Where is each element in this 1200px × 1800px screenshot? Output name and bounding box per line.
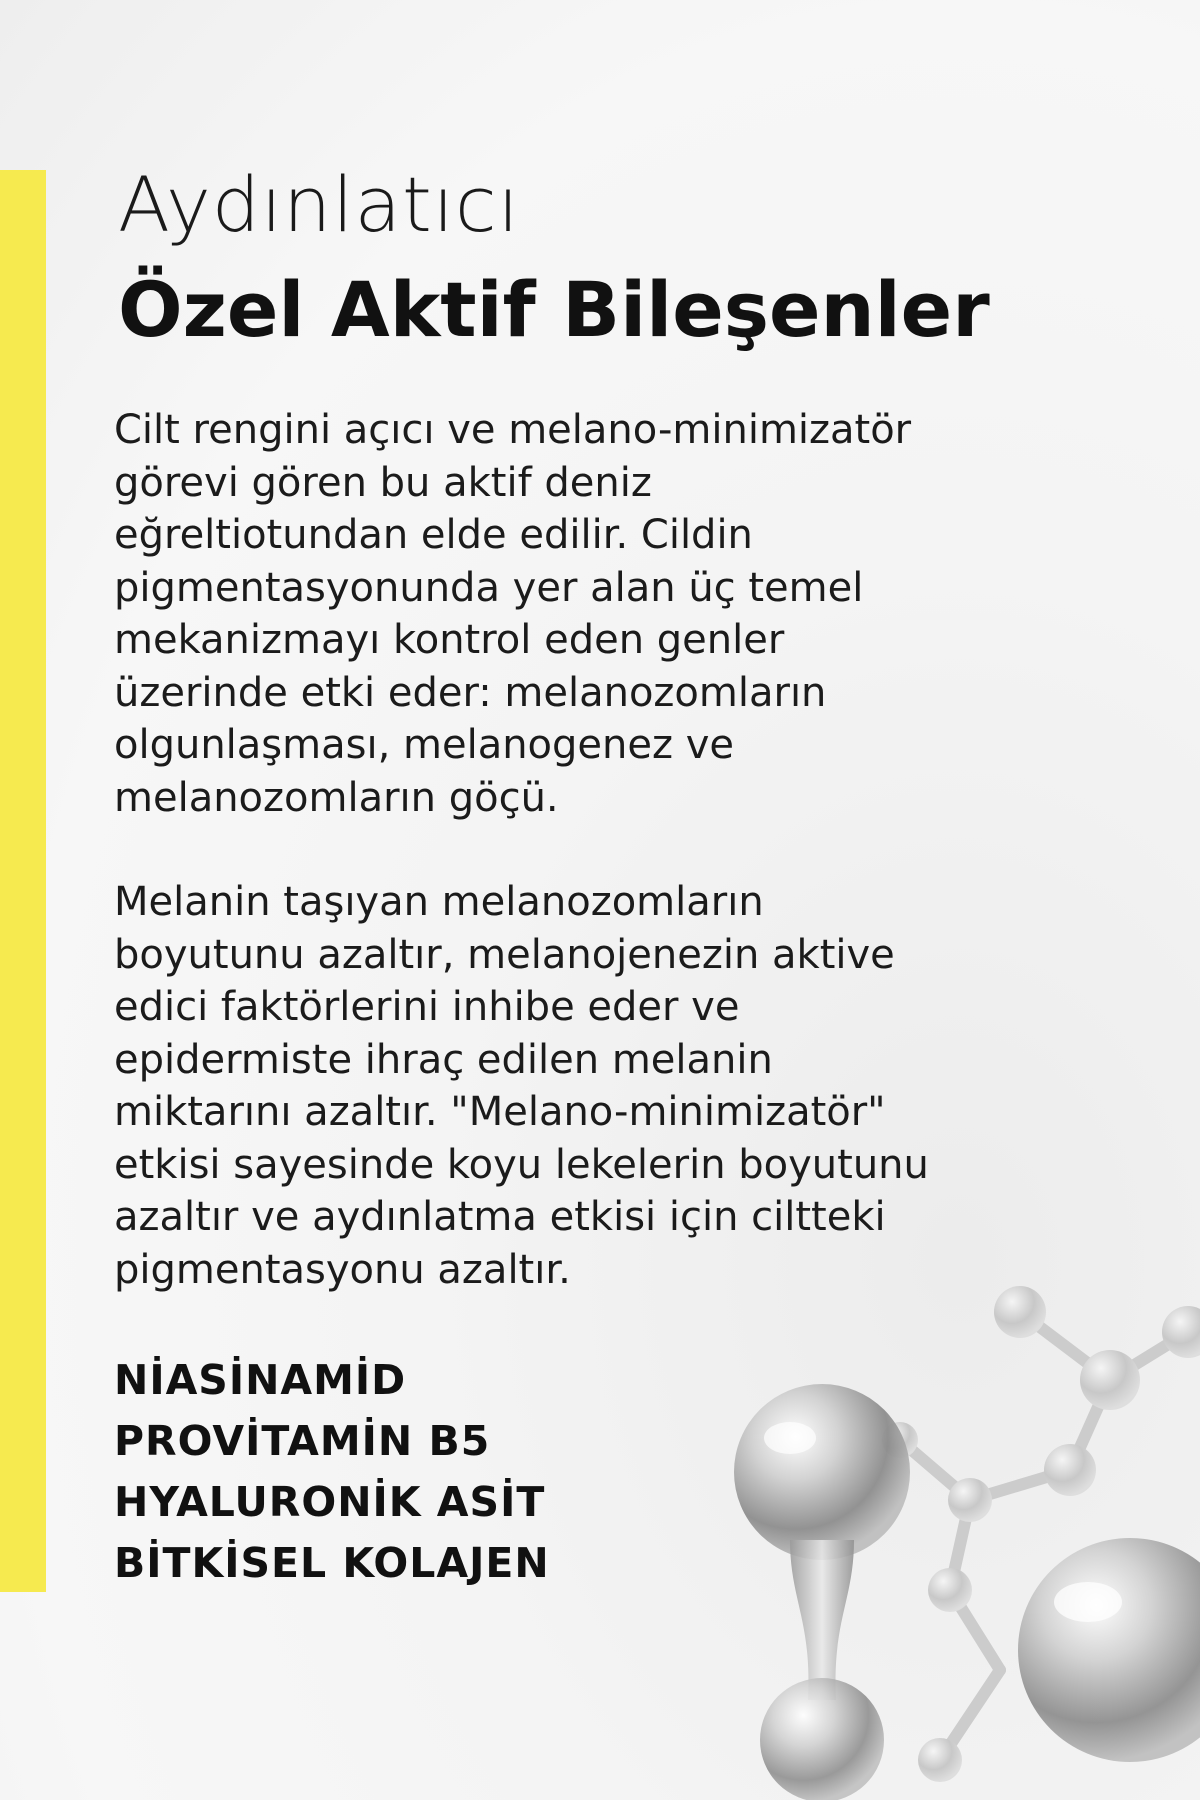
ingredient-item: NİASİNAMİD <box>114 1356 407 1404</box>
ingredient-item: HYALURONİK ASİT <box>114 1478 546 1526</box>
ingredient-list <box>114 1350 550 1594</box>
description-paragraph-2: Melanin taşıyan melanozomların boyutunu azaltır, melanojenezin aktive edici faktörlerini inhibe eder ve epidermiste ihraç edilen melanin miktarını azaltır. "Melano-minimizatör" etkisi sayesinde koyu lekelerin boyutunu azaltır ve aydınlatma etkisi için ciltteki pigmentasyonu azaltır. <box>114 879 929 1293</box>
heading-line-1: Aydınlatıcı <box>118 160 520 249</box>
ingredient-item: PROVİTAMİN B5 <box>114 1417 491 1465</box>
description-paragraph-1: Cilt rengini açıcı ve melano-minimizatör görevi gören bu aktif deniz eğreltiotundan elde edilir. Cildin pigmentasyonunda yer alan üç temel mekanizmayı kontrol eden genler üzerinde etki eder: melanozomların olgunlaşması, melanogenez ve melanozomların göçü. <box>114 407 912 821</box>
molecule-illustration <box>640 1240 1200 1800</box>
accent-bar <box>0 170 46 1592</box>
heading-line-2: Özel Aktif Bileşenler <box>118 265 990 354</box>
ingredient-item: BİTKİSEL KOLAJEN <box>114 1539 550 1587</box>
